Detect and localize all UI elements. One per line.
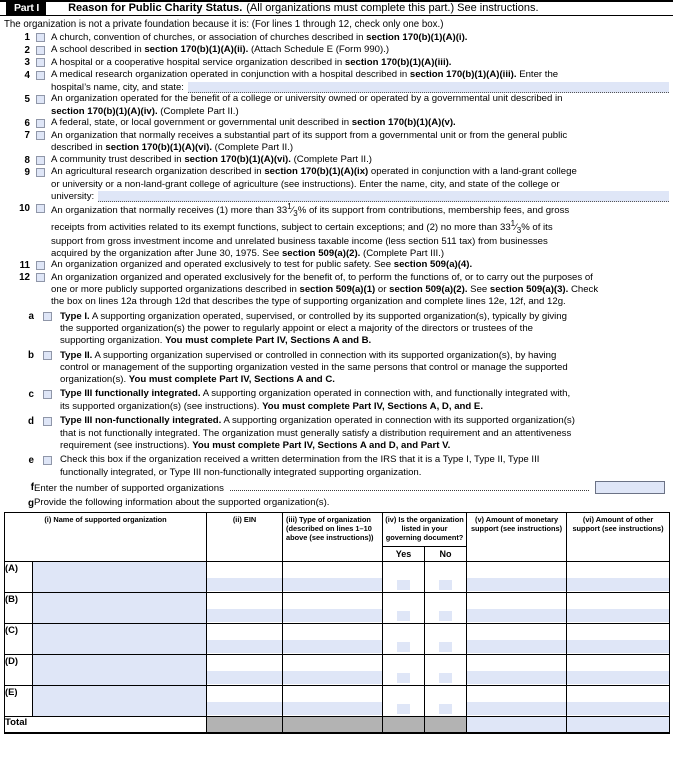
table-row [5, 593, 670, 624]
checkbox-line-3 [0, 57, 673, 69]
cell-monetary-1[interactable] [467, 593, 567, 624]
cell-name-4[interactable] [33, 686, 207, 717]
line-text-2: A school described in section 170(b)(1)(A)(ii). (Attach Schedule E (Form 990).) [51, 44, 390, 56]
line-number-12: 12 [19, 272, 30, 284]
input-type-0[interactable] [283, 578, 382, 591]
checkbox-no-4[interactable] [439, 704, 452, 714]
table-row-label-0: (A) [5, 562, 33, 593]
total-yes-disabled [383, 717, 425, 733]
line-12a-continuation-2: supporting organization. You must complete Part IV, Sections A and B. [60, 334, 372, 346]
table-row-label-2: (C) [5, 624, 33, 655]
line-10-continuation-1: receipts from activities related to its exempt functions, subject to certain exceptions; and (2) no more than $33^1⁄_3\%$ of its [51, 219, 553, 236]
cell-yes-1[interactable] [383, 593, 425, 624]
checkbox-line-8 [0, 154, 673, 166]
input-monetary-1[interactable] [467, 609, 566, 622]
input-monetary-4[interactable] [467, 702, 566, 715]
line-4-fill-label: hospital’s name, city, and state: [51, 81, 184, 93]
checkbox-wrap-12a[interactable] [34, 311, 60, 322]
checkbox-line-9-box[interactable] [36, 168, 45, 177]
checkbox-line-2 [0, 44, 673, 56]
line-5-continuation-1: section 170(b)(1)(A)(iv). (Complete Part II.) [51, 105, 239, 117]
checkbox-yes-3[interactable] [397, 673, 410, 683]
input-other-2[interactable] [567, 640, 669, 653]
input-monetary-0[interactable] [467, 578, 566, 591]
line-f-row [0, 478, 673, 494]
input-name-0[interactable] [33, 562, 206, 592]
line-text-4: A medical research organization operated in conjunction with a hospital described in section 170(b)(1)(A)(iii). Enter the [51, 69, 559, 81]
total-type-disabled [283, 717, 383, 733]
cell-yes-0[interactable] [383, 562, 425, 593]
line-text-12b: Type II. A supporting organization supervised or controlled in connection with its supported organization(s), by having [60, 349, 557, 361]
cell-yes-2[interactable] [383, 624, 425, 655]
input-other-0[interactable] [567, 578, 669, 591]
input-name-1[interactable] [33, 593, 206, 623]
checkbox-line-5-box[interactable] [36, 95, 45, 104]
cell-other-1[interactable] [567, 593, 670, 624]
line-letter-a: a [28, 311, 34, 323]
line-10-continuation-2: support from gross investment income and unrelated business taxable income (less section 511 tax) from businesses [51, 235, 548, 247]
line-text-12c: Type III functionally integrated. A supporting organization operated in connection with, and functionally integrated with, [60, 388, 571, 400]
checkbox-line-7-box[interactable] [36, 131, 45, 140]
checkbox-wrap-8[interactable] [30, 154, 51, 165]
part-title-rest: (All organizations must complete this part.) See instructions. [246, 1, 539, 14]
leader-dots [230, 490, 589, 491]
line-text-8: A community trust described in section 170(b)(1)(A)(vi). (Complete Part II.) [51, 154, 372, 165]
line-letter-b: b [28, 350, 34, 361]
line-text-7: An organization that normally receives a substantial part of its support from a governmental unit or from the general public [51, 129, 568, 141]
cell-no-3[interactable] [425, 655, 467, 686]
checkbox-line-8-box[interactable] [36, 156, 45, 165]
line-text-1: A church, convention of churches, or association of churches described in section 170(b)(1)(A)(i). [51, 31, 468, 43]
input-name-4[interactable] [33, 686, 206, 716]
checkbox-line-11-box[interactable] [36, 261, 45, 270]
checkbox-line-4-box[interactable] [36, 71, 45, 80]
part-number-tag: Part I [6, 2, 46, 15]
line-12c-continuation-1: its supported organization(s) (see instructions). You must complete Part IV, Sections A, D, and E. [60, 400, 483, 412]
line-letter-c: c [28, 388, 34, 400]
input-type-2[interactable] [283, 640, 382, 653]
checkbox-line-12b-box[interactable] [43, 351, 52, 360]
checkbox-line-6 [0, 117, 673, 129]
line-9-text-input[interactable] [98, 191, 669, 202]
numbered-lines [0, 32, 673, 308]
line-text-9: An agricultural research organization described in section 170(b)(1)(A)(ix) operated in conjunction with a land-grant college [51, 166, 577, 178]
table-row [5, 686, 670, 717]
supporting-org-types [0, 308, 673, 479]
input-ein-2[interactable] [207, 640, 282, 653]
input-type-4[interactable] [283, 702, 382, 715]
input-ein-1[interactable] [207, 609, 282, 622]
input-ein-0[interactable] [207, 578, 282, 591]
total-ein-disabled [207, 717, 283, 733]
checkbox-line-3-box[interactable] [36, 58, 45, 67]
table-total-row [5, 717, 670, 733]
line-10-continuation-3: acquired by the organization after June 30, 1975. See section 509(a)(2). (Complete Part III.) [51, 247, 445, 259]
line-g-letter: g [28, 497, 34, 509]
line-g-row [0, 494, 673, 511]
line-number-10: 10 [19, 202, 30, 214]
checkbox-line-1-box[interactable] [36, 33, 45, 42]
line-text-5: An organization operated for the benefit of a college or university owned or operated by a governmental unit described in [51, 93, 563, 105]
table-subheader-yes: Yes [383, 546, 425, 561]
checkbox-wrap-5[interactable] [30, 93, 51, 104]
cell-type-2[interactable] [283, 624, 383, 655]
intro-text: The organization is not a private foundation because it is: (For lines 1 through 12, check only one box.) [4, 18, 444, 30]
checkbox-line-10 [0, 202, 673, 219]
cell-other-3[interactable] [567, 655, 670, 686]
cell-monetary-3[interactable] [467, 655, 567, 686]
input-other-1[interactable] [567, 609, 669, 622]
line-12b-continuation-1: control or management of the supporting organization vested in the same persons that control or manage the supported [60, 361, 568, 373]
checkbox-line-12b [0, 347, 673, 362]
input-monetary-3[interactable] [467, 671, 566, 684]
input-other-4[interactable] [567, 702, 669, 715]
table-row-label-3: (D) [5, 655, 33, 686]
line-12a-continuation-1: the supported organization(s) the power to regularly appoint or elect a majority of the directors or trustees of the [60, 323, 534, 335]
line-number-3: 3 [24, 57, 30, 69]
cell-no-0[interactable] [425, 562, 467, 593]
line-number-4: 4 [24, 69, 30, 81]
line-text-11: An organization organized and operated exclusively to test for public safety. See section 509(a)(4). [51, 259, 473, 271]
input-other-3[interactable] [567, 671, 669, 684]
checkbox-line-12d [0, 412, 673, 427]
input-name-3[interactable] [33, 655, 206, 685]
cell-type-4[interactable] [283, 686, 383, 717]
line-4-text-input[interactable] [188, 82, 669, 93]
checkbox-wrap-11[interactable] [30, 259, 51, 270]
cell-yes-4[interactable] [383, 686, 425, 717]
checkbox-no-0[interactable] [439, 580, 452, 590]
line-12e-continuation-1: functionally integrated, or Type III non-functionally integrated supporting organization. [60, 466, 422, 478]
checkbox-line-9 [0, 166, 673, 178]
table-row-label-1: (B) [5, 593, 33, 624]
checkbox-no-1[interactable] [439, 611, 452, 621]
cell-name-0[interactable] [33, 562, 207, 593]
checkbox-line-6-box[interactable] [36, 119, 45, 128]
cell-type-3[interactable] [283, 655, 383, 686]
checkbox-wrap-3[interactable] [30, 57, 51, 68]
checkbox-wrap-12[interactable] [30, 272, 51, 283]
checkbox-wrap-6[interactable] [30, 117, 51, 128]
line-12-continuation-1: one or more publicly supported organizations described in section 509(a)(1) or section 509(a)(2). See section 509(a)(3). Check [51, 284, 599, 296]
cell-type-1[interactable] [283, 593, 383, 624]
checkbox-wrap-4[interactable] [30, 69, 51, 80]
checkbox-no-3[interactable] [439, 673, 452, 683]
line-12d-continuation-2: requirement (see instructions). You must complete Part IV, Sections A and D, and Part V. [60, 439, 451, 451]
checkbox-line-12a-box[interactable] [43, 312, 52, 321]
table-row [5, 655, 670, 686]
line-number-7: 7 [24, 130, 30, 142]
line-text-12a: Type I. A supporting organization operated, supervised, or controlled by its supported organization(s), typically by giving [60, 310, 567, 322]
line-number-11: 11 [19, 259, 30, 271]
checkbox-wrap-12e[interactable] [34, 454, 60, 465]
cell-name-1[interactable] [33, 593, 207, 624]
table-header-name: (i) Name of supported organization [5, 512, 207, 561]
cell-other-0[interactable] [567, 562, 670, 593]
checkbox-line-12e [0, 451, 673, 466]
table-subheader-no: No [425, 546, 467, 561]
cell-ein-2[interactable] [207, 624, 283, 655]
cell-ein-0[interactable] [207, 562, 283, 593]
cell-ein-4[interactable] [207, 686, 283, 717]
checkbox-line-4 [0, 69, 673, 81]
line-f-label: Enter the number of supported organizations [34, 482, 224, 494]
cell-other-4[interactable] [567, 686, 670, 717]
cell-monetary-0[interactable] [467, 562, 567, 593]
cell-no-2[interactable] [425, 624, 467, 655]
checkbox-wrap-12c[interactable] [34, 388, 60, 399]
line-7-continuation-1: described in section 170(b)(1)(A)(vi). (Complete Part II.) [51, 142, 294, 154]
line-number-8: 8 [24, 154, 30, 166]
checkbox-wrap-12d[interactable] [34, 415, 60, 426]
line-12d-continuation-1: that is not functionally integrated. The organization must generally satisfy a distribution requirement and an attentiveness [60, 427, 572, 439]
line-text-3: A hospital or a cooperative hospital service organization described in section 170(b)(1)(A)(iii). [51, 56, 452, 68]
table-header-monetary-support: (v) Amount of monetary support (see instructions) [467, 512, 567, 561]
checkbox-line-12 [0, 272, 673, 284]
line-text-12: An organization organized and operated exclusively for the benefit of, to perform the functions of, or to carry out the purposes of [51, 271, 593, 283]
line-number-5: 5 [24, 93, 30, 105]
checkbox-no-2[interactable] [439, 642, 452, 652]
checkbox-line-5 [0, 93, 673, 105]
total-monetary-input[interactable] [467, 717, 567, 733]
checkbox-line-2-box[interactable] [36, 46, 45, 55]
line-number-2: 2 [24, 44, 30, 56]
cell-name-3[interactable] [33, 655, 207, 686]
table-header-other-support: (vi) Amount of other support (see instructions) [567, 512, 670, 561]
line-text-6: A federal, state, or local government or governmental unit described in section 170(b)(1)(A)(v). [51, 117, 456, 129]
checkbox-line-12-box[interactable] [36, 273, 45, 282]
total-other-input[interactable] [567, 717, 670, 733]
checkbox-yes-1[interactable] [397, 611, 410, 621]
checkbox-line-11 [0, 259, 673, 271]
part-title [46, 2, 538, 15]
checkbox-line-1 [0, 32, 673, 44]
total-label: Total [5, 717, 207, 733]
input-ein-4[interactable] [207, 702, 282, 715]
input-name-2[interactable] [33, 624, 206, 654]
checkbox-line-7 [0, 130, 673, 142]
checkbox-wrap-2[interactable] [30, 44, 51, 55]
line-number-1: 1 [24, 32, 30, 44]
checkbox-line-12a [0, 308, 673, 323]
checkbox-line-12c-box[interactable] [43, 390, 52, 399]
checkbox-line-12d-box[interactable] [43, 417, 52, 426]
cell-name-2[interactable] [33, 624, 207, 655]
checkbox-wrap-12b[interactable] [34, 350, 60, 361]
line-number-9: 9 [24, 166, 30, 178]
cell-yes-3[interactable] [383, 655, 425, 686]
table-row [5, 562, 670, 593]
table-header-governing-doc: (iv) Is the organization listed in your governing document? [383, 512, 467, 546]
checkbox-yes-0[interactable] [397, 580, 410, 590]
line-letter-e: e [28, 454, 34, 466]
line-9-fill-label: university: [51, 190, 95, 202]
checkbox-yes-2[interactable] [397, 642, 410, 652]
line-4-fill-row [0, 82, 673, 94]
line-letter-d: d [28, 415, 34, 427]
line-number-6: 6 [24, 117, 30, 129]
part-banner [0, 0, 673, 16]
cell-monetary-4[interactable] [467, 686, 567, 717]
input-monetary-2[interactable] [467, 640, 566, 653]
input-type-1[interactable] [283, 609, 382, 622]
line-text-12e: Check this box if the organization received a written determination from the IRS that it is a Type I, Type II, Type III [60, 454, 540, 466]
checkbox-line-10-box[interactable] [36, 204, 45, 213]
part-title-bold: Reason for Public Charity Status. [68, 1, 243, 14]
cell-monetary-2[interactable] [467, 624, 567, 655]
cell-no-1[interactable] [425, 593, 467, 624]
checkbox-wrap-1[interactable] [30, 32, 51, 43]
line-9-fill-row [0, 191, 673, 203]
line-9-continuation-1: or university or a non-land-grant college of agriculture (see instructions). Enter the name, city, and state of the college or [51, 178, 560, 190]
line-12-continuation-2: the box on lines 12a through 12d that describes the type of supporting organization and complete lines 12e, 12f, and 12g. [51, 295, 566, 307]
line-text-12d: Type III non-functionally integrated. A supporting organization operated in connection with its supported organization(s) [60, 415, 575, 427]
checkbox-line-12e-box[interactable] [43, 456, 52, 465]
supported-organizations-table [4, 512, 670, 734]
cell-no-4[interactable] [425, 686, 467, 717]
cell-ein-3[interactable] [207, 655, 283, 686]
input-ein-3[interactable] [207, 671, 282, 684]
cell-other-2[interactable] [567, 624, 670, 655]
table-row-label-4: (E) [5, 686, 33, 717]
table-header-type: (iii) Type of organization (described on lines 1–10 above (see instructions)) [283, 512, 383, 561]
cell-type-0[interactable] [283, 562, 383, 593]
total-no-disabled [425, 717, 467, 733]
checkbox-line-12c [0, 385, 673, 400]
input-type-3[interactable] [283, 671, 382, 684]
line-text-10: An organization that normally receives (1) more than $33^1⁄_3\%$ of its support from contributions, membership fees, and gross [51, 202, 570, 219]
supported-org-count-input[interactable] [595, 481, 665, 494]
table-header-ein: (ii) EIN [207, 512, 283, 561]
table-row [5, 624, 670, 655]
checkbox-wrap-7[interactable] [30, 130, 51, 141]
checkbox-wrap-9[interactable] [30, 166, 51, 177]
line-g-label: Provide the following information about the supported organization(s). [34, 497, 330, 509]
checkbox-wrap-10[interactable] [30, 202, 51, 213]
line-f-letter: f [30, 481, 34, 493]
cell-ein-1[interactable] [207, 593, 283, 624]
checkbox-yes-4[interactable] [397, 704, 410, 714]
line-12b-continuation-2: organization(s). You must complete Part IV, Sections A and C. [60, 373, 335, 385]
table-body [5, 562, 670, 733]
